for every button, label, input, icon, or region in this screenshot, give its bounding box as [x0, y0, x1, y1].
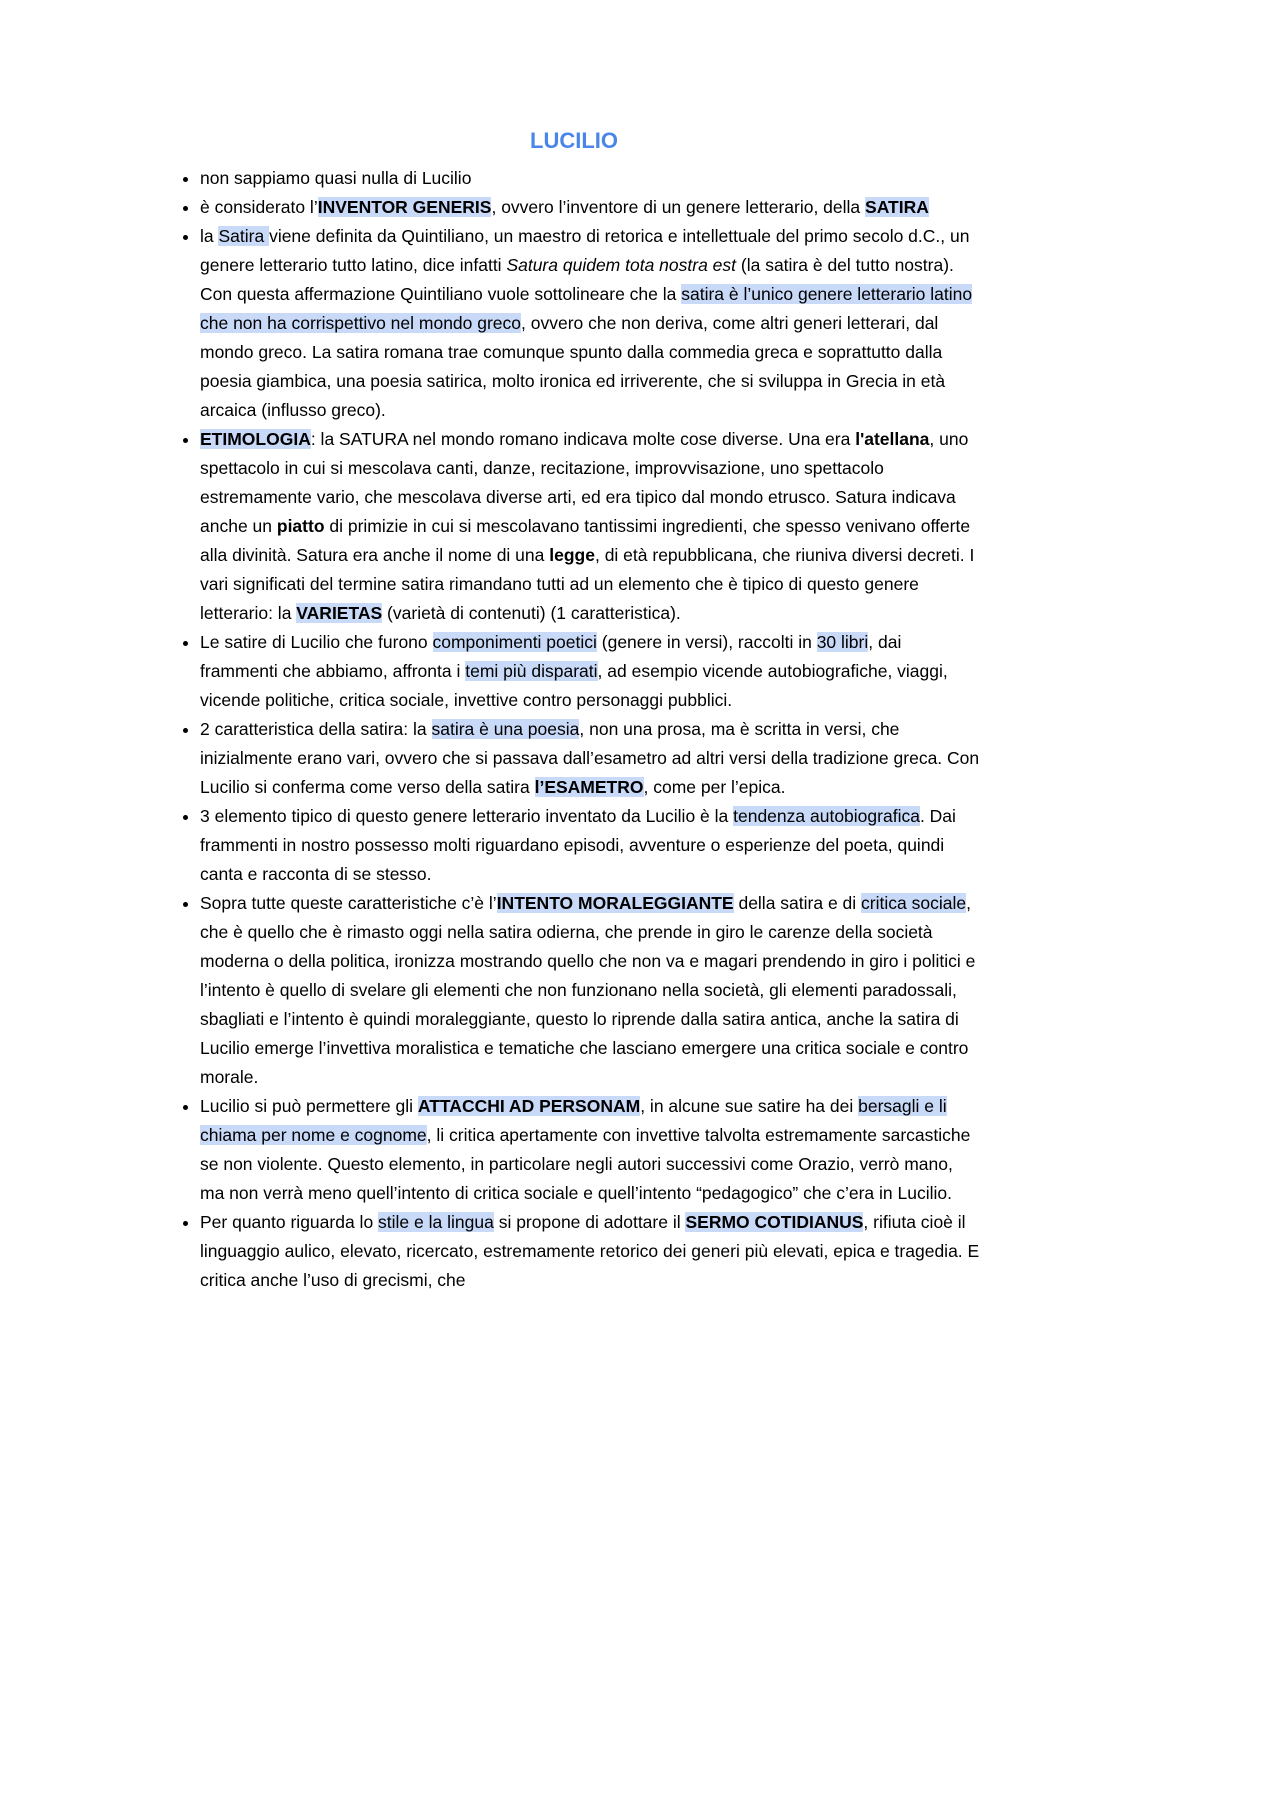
list-item: [200, 628, 980, 715]
text-run: , rifiuta cioè il linguaggio aulico, elevato, ricercato, estremamente retorico dei generi più elevati, epica e tragedia. E critica anche l’uso di grecismi, che: [200, 1212, 980, 1290]
list-item: [200, 1208, 980, 1295]
text-run: , che è quello che è rimasto oggi nella satira odierna, che prende in giro le carenze della società moderna o della politica, ironizza mostrando quello che non va e magari prendendo in giro i politici e l’intento è quello di svelare gli elementi che non funzionano nella società, gli elementi paradossali, sbagliati e l’intento è quindi moraleggiante, questo lo riprende dalla satira antica, anche la satira di Lucilio emerge l’invettiva moralistica e tematiche che lasciano emergere una critica sociale e contro morale.: [200, 893, 976, 1087]
text-run: , ovvero l’inventore di un genere letterario, della: [491, 197, 866, 217]
text-run: è considerato l’: [200, 197, 318, 217]
text-run: (la satira è del tutto nostra). Con questa affermazione Quintiliano vuole sottolineare che la: [200, 255, 954, 304]
text-run: non sappiamo quasi nulla di Lucilio: [200, 168, 472, 188]
list-item: [200, 222, 980, 425]
text-run: bersagli e li chiama per nome e cognome: [200, 1096, 947, 1145]
text-run: SATIRA: [865, 197, 929, 217]
text-run: temi più disparati: [465, 661, 598, 681]
text-run: : la SATURA nel mondo romano indicava molte cose diverse. Una era: [310, 429, 856, 449]
text-run: stile e la lingua: [378, 1212, 494, 1232]
text-run: , dai frammenti che abbiamo, affronta i: [200, 632, 902, 681]
text-run: di primizie in cui si mescolavano tantissimi ingredienti, che spesso venivano offerte alla divinità. Satura era anche il nome di una: [200, 516, 971, 565]
text-run: della satira e di: [733, 893, 862, 913]
text-run: , ovvero che non deriva, come altri generi letterari, dal mondo greco. La satira romana trae comunque spunto dalla commedia greca e soprattutto dalla poesia giambica, una poesia satirica, molto ironica ed irriverente, che si sviluppa in Grecia in età arcaica (influsso greco).: [200, 313, 946, 420]
page-title: LUCILIO: [530, 128, 618, 153]
text-run: Satira: [218, 226, 270, 246]
text-run: legge: [549, 545, 595, 565]
text-run: l'atellana: [855, 429, 930, 449]
text-run: INVENTOR GENERIS: [317, 197, 492, 217]
list-item: [200, 425, 980, 628]
text-run: la: [200, 226, 219, 246]
list-item: [200, 193, 980, 222]
text-run: (genere in versi), raccolti in: [596, 632, 817, 652]
text-run: , non una prosa, ma è scritta in versi, che inizialmente erano vari, ovvero che si passava dall’esametro ad altri versi della tradizione greca. Con Lucilio si conferma come verso della satira: [200, 719, 980, 797]
text-run: Lucilio si può permettere gli: [200, 1096, 418, 1116]
text-run: critica sociale: [861, 893, 967, 913]
list-item: [200, 1092, 980, 1208]
text-run: , uno spettacolo in cui si mescolava canti, danze, recitazione, improvvisazione, uno spettacolo estremamente vario, che mescolava diverse arti, ed era tipico dal mondo etrusco. Satura indicava anche un: [200, 429, 969, 536]
text-run: VARIETAS: [296, 603, 383, 623]
text-run: tendenza autobiografica: [733, 806, 920, 826]
text-run: si propone di adottare il: [493, 1212, 686, 1232]
text-run: ATTACCHI AD PERSONAM: [417, 1096, 641, 1116]
text-run: Per quanto riguarda lo: [200, 1212, 379, 1232]
text-run: , li critica apertamente con invettive talvolta estremamente sarcastiche se non violente. Questo elemento, in particolare negli autori successivi come Orazio, verrò mano, ma non verrà meno quell’intento di critica sociale e quell’intento “pedagogico” che c’era in Lucilio.: [200, 1125, 971, 1203]
text-run: INTENTO MORALEGGIANTE: [496, 893, 734, 913]
list-item: [200, 802, 980, 889]
text-run: , di età repubblicana, che riuniva diversi decreti. I vari significati del termine satira rimandano tutti ad un elemento che è tipico di questo genere letterario: la: [200, 545, 975, 623]
text-run: Satura quidem tota nostra est: [506, 255, 737, 275]
bullet-list: [168, 164, 980, 1295]
text-run: , in alcune sue satire ha dei: [640, 1096, 859, 1116]
text-run: 30 libri: [816, 632, 869, 652]
text-run: satira è una poesia: [431, 719, 580, 739]
text-run: Sopra tutte queste caratteristiche c’è l’: [200, 893, 497, 913]
text-run: SERMO COTIDIANUS: [685, 1212, 864, 1232]
text-run: l’ESAMETRO: [534, 777, 644, 797]
text-run: , come per l’epica.: [643, 777, 786, 797]
list-item: [200, 889, 980, 1092]
text-run: piatto: [276, 516, 325, 536]
text-run: 2 caratteristica della satira: la: [200, 719, 432, 739]
text-run: componimenti poetici: [432, 632, 597, 652]
text-run: satira è l’unico genere letterario latino che non ha corrispettivo nel mondo greco: [200, 284, 973, 333]
list-item: [200, 715, 980, 802]
text-run: ETIMOLOGIA: [200, 429, 311, 449]
text-run: viene definita da Quintiliano, un maestro di retorica e intellettuale del primo secolo d.C., un genere letterario tutto latino, dice infatti: [200, 226, 970, 275]
text-run: Le satire di Lucilio che furono: [200, 632, 433, 652]
list-item: [200, 164, 980, 193]
text-run: , ad esempio vicende autobiografiche, viaggi, vicende politiche, critica sociale, invettive contro personaggi pubblici.: [200, 661, 948, 710]
text-run: (varietà di contenuti) (1 caratteristica).: [382, 603, 681, 623]
text-run: 3 elemento tipico di questo genere letterario inventato da Lucilio è la: [200, 806, 734, 826]
text-run: . Dai frammenti in nostro possesso molti riguardano episodi, avventure o esperienze del poeta, quindi canta e racconta di se stesso.: [200, 806, 956, 884]
